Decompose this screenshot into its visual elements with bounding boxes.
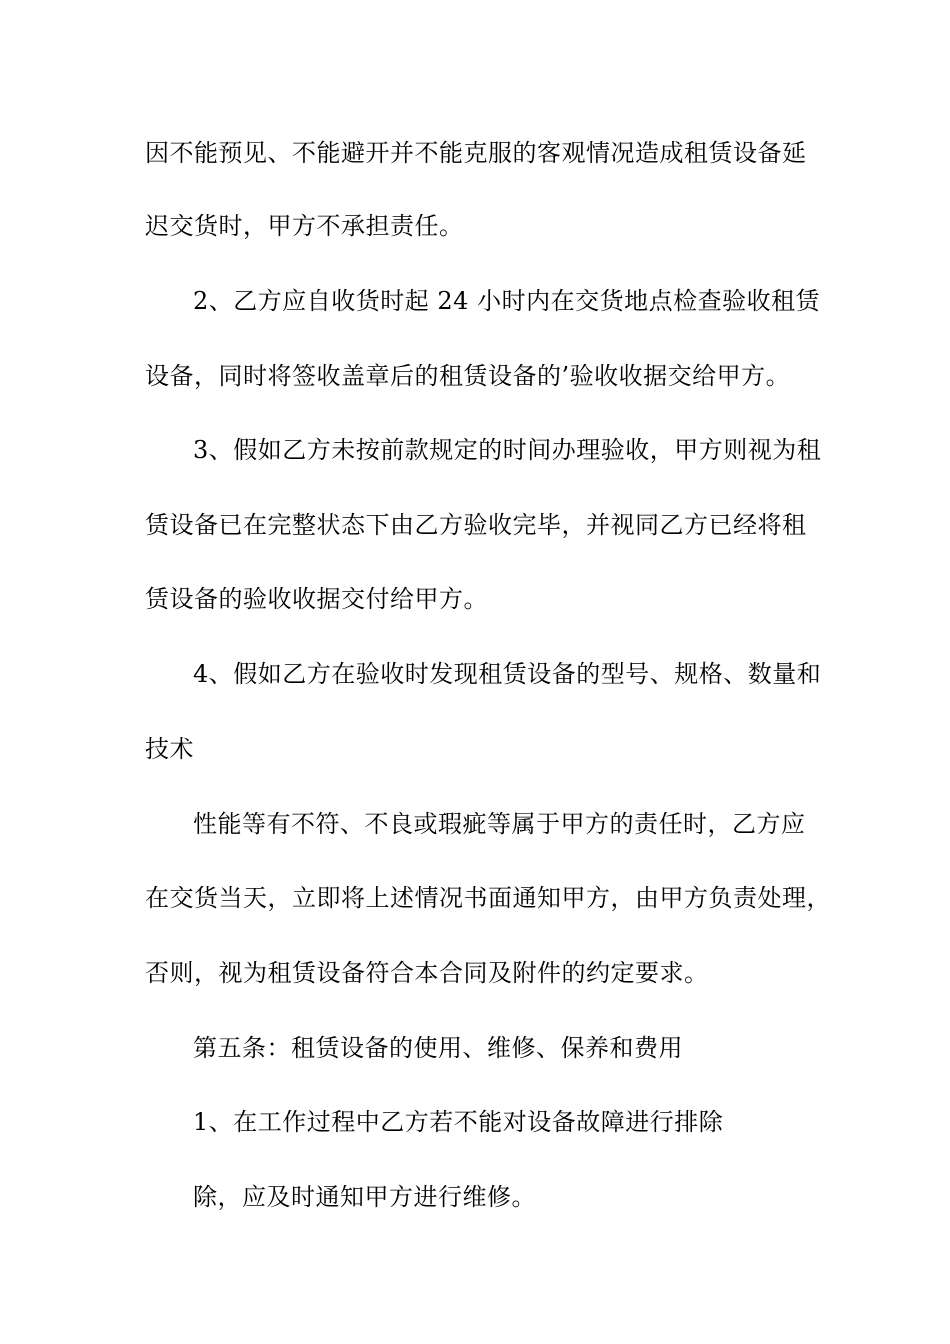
paragraph-line: 1、在工作过程中乙方若不能对设备故障进行排除 xyxy=(193,1108,724,1136)
paragraph-line: 迟交货时，甲方不承担责任。 xyxy=(145,212,464,240)
paragraph-line: 因不能预见、不能避开并不能克服的客观情况造成租赁设备延 xyxy=(145,139,807,167)
paragraph-line: 在交货当天，立即将上述情况书面通知甲方，由甲方负责处理， xyxy=(145,884,831,912)
paragraph-line: 2、乙方应自收货时起 24 小时内在交货地点检查验收租赁 xyxy=(193,287,821,315)
paragraph-line: 技术 xyxy=(145,735,194,763)
paragraph-line: 除，应及时通知甲方进行维修。 xyxy=(193,1183,536,1211)
paragraph-line: 设备，同时将签收盖章后的租赁设备的’验收收据交给甲方。 xyxy=(145,362,791,390)
paragraph-line: 4、假如乙方在验收时发现租赁设备的型号、规格、数量和 xyxy=(193,660,822,688)
paragraph-line: 性能等有不符、不良或瑕疵等属于甲方的责任时，乙方应 xyxy=(193,810,806,838)
paragraph-line: 3、假如乙方未按前款规定的时间办理验收，甲方则视为租 xyxy=(193,436,822,464)
paragraph-line: 赁设备已在完整状态下由乙方验收完毕，并视同乙方已经将租 xyxy=(145,511,807,539)
paragraph-line: 否则，视为租赁设备符合本合同及附件的约定要求。 xyxy=(145,959,709,987)
section-heading: 第五条：租赁设备的使用、维修、保养和费用 xyxy=(193,1034,683,1062)
paragraph-line: 赁设备的验收收据交付给甲方。 xyxy=(145,585,488,613)
